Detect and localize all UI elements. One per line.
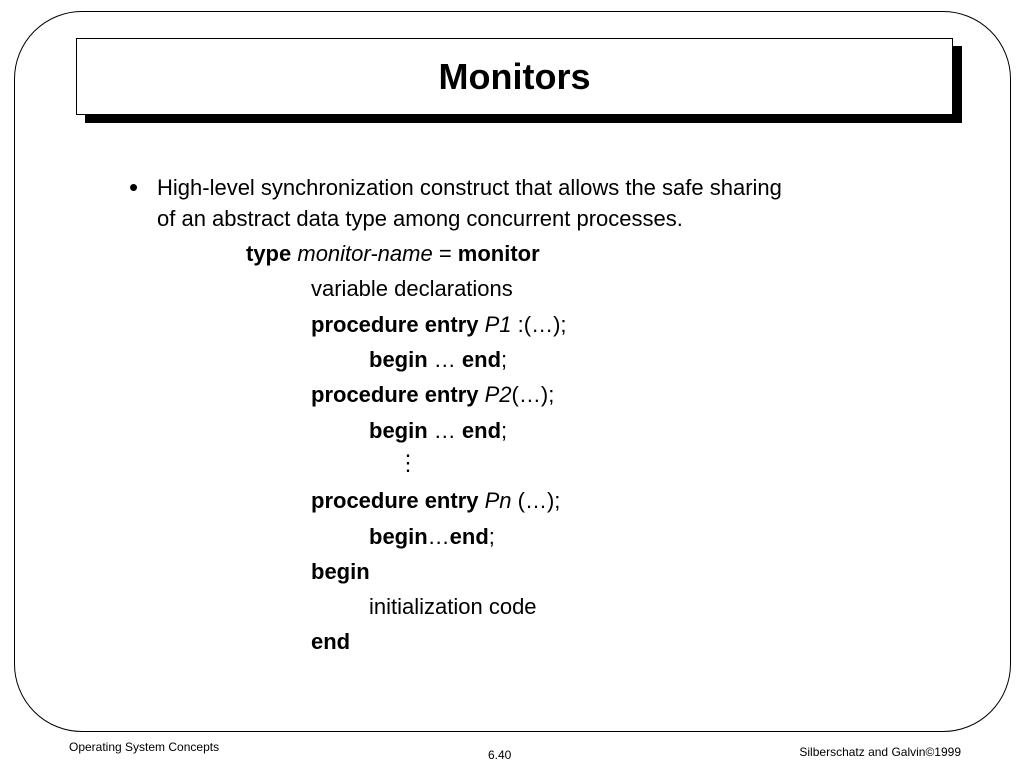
code-line-begin-end-2: [369, 418, 507, 444]
semicolon: ;: [488, 524, 495, 549]
keyword-procedure-entry: procedure entry: [311, 382, 479, 407]
procedure-name-p1: P1: [484, 312, 512, 337]
keyword-procedure-entry: procedure entry: [311, 488, 479, 513]
procedure-args-p2: (…);: [511, 382, 555, 407]
procedure-name-p2: P2: [484, 382, 512, 407]
bullet-text-line-2: of an abstract data type among concurrent processes.: [157, 206, 683, 231]
keyword-end: end: [449, 524, 489, 549]
monitor-name: monitor-name: [297, 241, 433, 266]
code-line-procedure-p1: [311, 312, 567, 338]
footer-page-number: 6.40: [488, 748, 512, 762]
code-line-begin-end-1: [369, 347, 507, 373]
vertical-ellipsis: ⋮: [397, 450, 419, 475]
code-line-procedure-p2: [311, 382, 554, 408]
keyword-begin: begin: [369, 347, 428, 372]
keyword-begin: begin: [369, 418, 428, 443]
procedure-args-pn: (…);: [511, 488, 561, 513]
code-line-variable-declarations: variable declarations: [311, 276, 513, 301]
ellipsis: …: [427, 524, 450, 549]
semicolon: ;: [501, 418, 508, 443]
equals-sign: =: [432, 241, 458, 266]
code-line-procedure-pn: [311, 488, 560, 514]
code-line-initialization: initialization code: [369, 594, 537, 619]
keyword-begin: begin: [369, 524, 428, 549]
ellipsis: …: [427, 418, 462, 443]
footer-course-title: Operating System Concepts: [69, 740, 220, 754]
semicolon: ;: [501, 347, 508, 372]
procedure-args-p1: :(…);: [511, 312, 567, 337]
title-box: [76, 38, 953, 115]
code-line-begin-end-n: [369, 524, 495, 550]
bullet-icon: •: [129, 172, 139, 202]
code-line-main-end: end: [311, 629, 351, 654]
keyword-type: type: [246, 241, 292, 266]
slide-title: Monitors: [438, 55, 591, 97]
code-line-type: [246, 241, 540, 267]
ellipsis: …: [427, 347, 462, 372]
keyword-procedure-entry: procedure entry: [311, 312, 479, 337]
code-line-main-begin: begin: [311, 559, 370, 584]
keyword-end: end: [461, 347, 502, 372]
footer-copyright: Silberschatz and Galvin©1999: [799, 745, 961, 759]
keyword-end: end: [461, 418, 502, 443]
procedure-name-pn: Pn: [484, 488, 512, 513]
keyword-monitor: monitor: [457, 241, 540, 266]
bullet-text-line-1: High-level synchronization construct that allows the safe sharing: [157, 175, 782, 200]
